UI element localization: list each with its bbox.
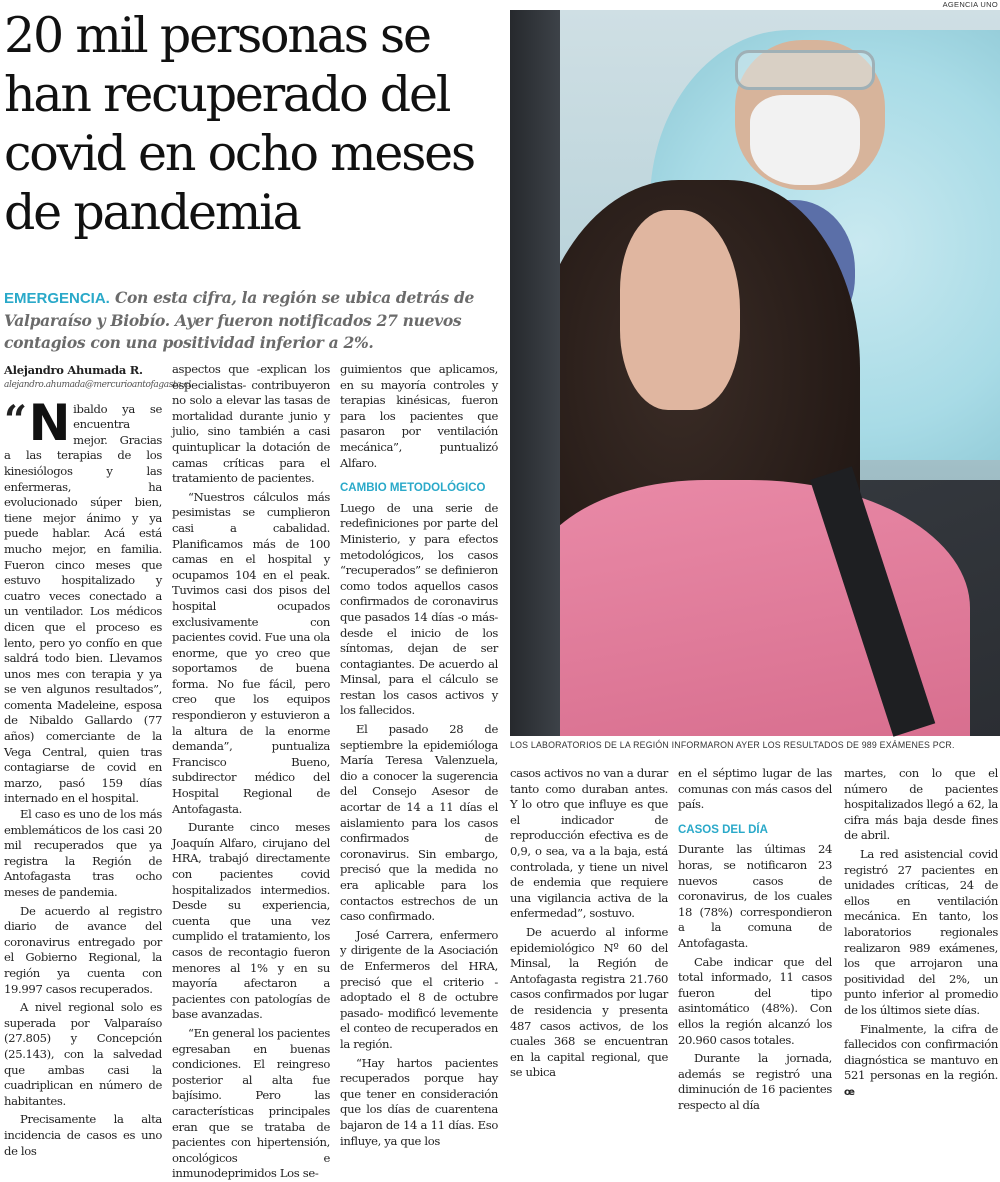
paragraph: Durante cinco meses Joaquín Alfaro, cirujano del HRA, trabajó directamente con pacientes covid hospitalizados intermedios. Desde su experiencia, cuenta que una vez cumplido el tratamiento, los casos de recontagio fueron menores al 1% y en su mayoría afectaron a pacientes con patologías de base avanzadas. [172,820,330,1022]
paragraph: Cabe indicar que del total informado, 11 casos fueron del tipo asintomático (48%). Con ellos la región alcanzó los 20.960 casos totales. [678,954,832,1047]
subheading: CASOS DEL DÍA [678,823,768,836]
lead-paragraph [4,287,504,354]
patient-face [620,210,740,410]
paragraph: “Hay hartos pacientes recuperados porque hay que tener en consideración que los días de cuarentena bajaron de 14 a 11 días. Eso influye, ya que los [340,1055,498,1148]
photo-credit: AGENCIA UNO [942,0,998,9]
subheading: CAMBIO METODOLÓGICO [340,482,486,495]
paragraph: casos activos no van a durar tanto como duraban antes. Y lo otro que influye es que el indicador de reproducción efectiva es de 0,9, o sea, va a la baja, está controlada, y tiene un nivel de endemia que requiere una vigilancia activa de la enfermedad”, sostuvo. [510,766,668,921]
paragraph: De acuerdo al registro diario de avance del coronavirus entregado por el Gobierno Regional, la región ya cuenta con 19.997 casos recuperados. [4,903,162,996]
column-3 [340,362,498,1149]
headline: 20 mil personas se han recuperado del covid en ocho meses de pandemia [4,7,474,241]
paragraph: José Carrera, enfermero y dirigente de la Asociación de Enfermeros del HRA, precisó que el criterio -adoptado el 8 de octubre pasado- modificó levemente el conteo de recuperados en la región. [340,927,498,1051]
kicker: EMERGENCIA. [4,290,110,307]
paragraph: La red asistencial covid registró 27 pacientes en unidades críticas, 24 de ellos en ventilación mecánica. En tanto, los laboratorios regionales realizaron 989 exámenes, los que arrojaron una positividad del 2%, un punto inferior al promedio de los últimos siete días. [844,846,998,1017]
dropcap: N [28,393,71,452]
paragraph-text: Finalmente, la cifra de fallecidos con confirmación diagnóstica se mantuvo en 521 personas en la región. [844,1021,998,1083]
paragraph: El caso es uno de los más emblemáticos de los casi 20 mil recuperados que ya registra la Región de Antofagasta tras ocho meses de pandemia. [4,807,162,899]
paragraph: ibaldo ya se encuentra mejor. Gracias a las terapias de los kinesiólogos y las enfermeras, ha evolucionado súper bien, tiene mejor ánimo y ya puede hablar. Acá está mucho mejor, en familia. Fueron cinco meses que estuvo hospitalizado y cuatro veces conectado a un ventilador. Los médicos dicen que el proceso es lento, pero yo confío en que saldrá todo bien. Llevamos unos mes con terapia y ya se ven algunos resultados”, comenta Madeleine, esposa de Nibaldo Gallardo (77 años) comerciante de la Vega Central, quien tras contagiarse de covid en marzo, pasó 159 días internado en el hospital. [4,401,162,806]
column-2 [172,362,330,1182]
lead-text: Con esta cifra, la región se ubica detrás de Valparaíso y Biobío. Ayer fueron notificados 27 nuevos contagios con una positividad inferior a 2%. [4,288,475,352]
end-mark-icon: œ [844,1086,855,1098]
column-1 [4,363,191,1159]
paragraph: guimientos que aplicamos, en su mayoría controles y terapias kinésicas, fueron para los pacientes que pasaron por ventilación mecánica”, puntualizó Alfaro. [340,362,498,470]
paragraph: Durante la jornada, además se registró una diminución de 16 pacientes respecto al día [678,1051,832,1112]
article-photo [510,10,1000,736]
paragraph: A nivel regional solo es superada por Valparaíso (27.805) y Concepción (25.143), con la salvedad que ambas casi la cuadriplican en número de habitantes. [4,1000,162,1108]
paragraph: De acuerdo al informe epidemiológico Nº 60 del Minsal, la Región de Antofagasta registra 21.760 casos confirmados por lugar de residencia y presenta 487 casos activos, de los cuales 368 se encuentran en la capital regional, que se ubica [510,924,668,1080]
paragraph: Durante las últimas 24 horas, se notificaron 23 nuevos casos de coronavirus, de los cuales 18 (78%) correspondieron a la comuna de Antofagasta. [678,842,832,950]
author: Alejandro Ahumada R. [4,363,143,377]
car-frame [510,10,560,736]
author-email: alejandro.ahumada@mercurioantofagasta.cl [4,380,191,390]
paragraph: “Nuestros cálculos más pesimistas se cumplieron casi a cabalidad. Planificamos más de 100 camas en el hospital y ocupamos 104 en el peak. Tuvimos casi dos pisos del hospital ocupados exclusivamente con pacientes covid. Fue una ola enorme, que yo creo que soportamos de buena forma. No fue fácil, pero creo que los equipos respondieron y estuvieron a la altura de la enorme demanda”, puntualiza Francisco Bueno, subdirector médico del Hospital Regional de Antofagasta. [172,489,330,816]
photo-caption: LOS LABORATORIOS DE LA REGIÓN INFORMARON AYER LOS RESULTADOS DE 989 EXÁMENES PCR. [510,740,955,750]
quote-mark: “ [4,396,27,444]
paragraph [844,1022,998,1101]
paragraph: martes, con lo que el número de pacientes hospitalizados llegó a 62, la cifra más baja desde fines de abril. [844,766,998,843]
paragraph: Precisamente la alta incidencia de casos es uno de los [4,1112,162,1158]
paragraph: El pasado 28 de septiembre la epidemióloga María Teresa Valenzuela, dio a conocer la sugerencia del Consejo Asesor de acortar de 14 a 11 días el aislamiento para los casos confirmados de coronavirus. Sin embargo, precisó que la medida no era aplicable para los contactos estrechos de un caso confirmado. [340,722,498,924]
paragraph: Luego de una serie de redefiniciones por parte del Ministerio, y para efectos metodológicos, los casos “recuperados” se definieron como todos aquellos casos confirmados de coronavirus que pasados 14 días -o más- desde el inicio de los síntomas, dejan de ser contagiantes. De acuerdo al Minsal, para el cálculo se restan los casos activos y los fallecidos. [340,500,498,718]
paragraph: aspectos que -explican los especialistas- contribuyeron no solo a elevar las tasas de mortalidad durante junio y julio, sino también a casi quintuplicar la dotación de camas críticas para el tratamiento de pacientes. [172,362,330,486]
paragraph: en el séptimo lugar de las comunas con más casos del país. [678,766,832,812]
column-6 [844,766,998,1100]
column-4 [510,766,668,1081]
safety-goggles [735,50,875,90]
face-mask [750,95,860,185]
paragraph: “En general los pacientes egresaban en buenas condiciones. El reingreso posterior al alta fue bajísimo. Pero las características principales eran que se trataba de pacientes con hipertensión, oncológicos e inmunodeprimidos Los se- [172,1025,330,1181]
column-5 [678,766,832,1113]
